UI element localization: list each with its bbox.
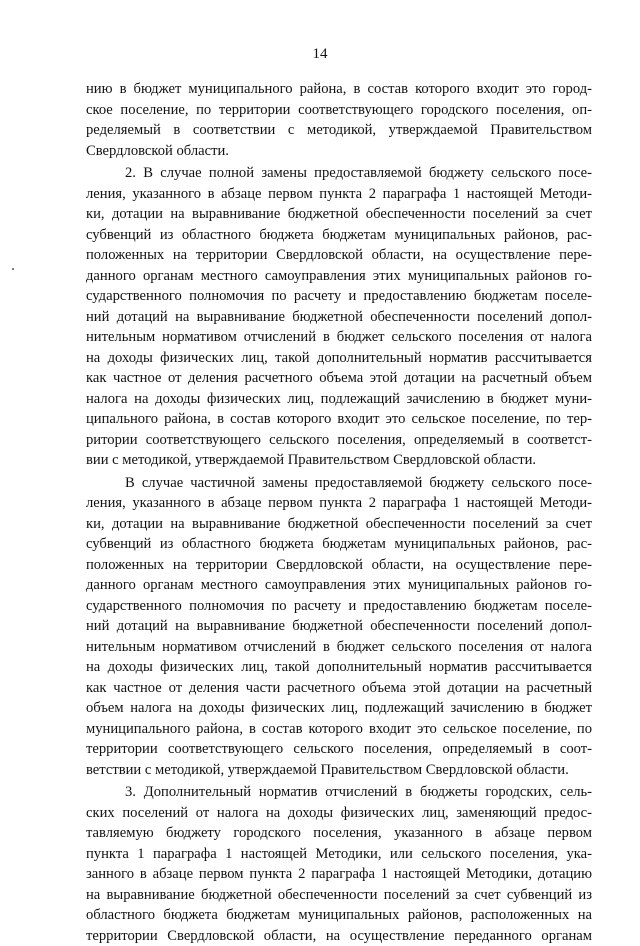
text-line: пункта 1 параграфа 1 настоящей Методики, или сельского поселения, ука- [86, 844, 592, 865]
text-line: занного в абзаце первом пункта 2 параграфа 1 настоящей Методики, дотацию [86, 864, 592, 885]
text-line: на выравнивание бюджетной обеспеченности поселений за счет субвенций из [86, 885, 592, 906]
document-body [86, 79, 592, 946]
text-line: ределяемый в соответствии с методикой, утверждаемой Правительством [86, 120, 592, 141]
paragraph [86, 163, 592, 471]
text-line: данного органам местного самоуправления этих муниципальных районов го- [86, 575, 592, 596]
text-line: нительным нормативом отчислений в бюджет сельского поселения от налога [86, 327, 592, 348]
text-line: нительным нормативом отчислений в бюджет сельского поселения от налога [86, 637, 592, 658]
paragraph [86, 782, 592, 946]
text-line: положенных на территории Свердловской области, на осуществление пере- [86, 245, 592, 266]
text-line: сударственного полномочия по расчету и предоставлению бюджетам поселе- [86, 596, 592, 617]
text-line: на доходы физических лиц, такой дополнительный норматив рассчитывается [86, 348, 592, 369]
text-line: ское поселение, по территории соответствующего городского поселения, оп- [86, 100, 592, 121]
text-line: муниципального района, в состав которого входит это сельское поселение, по [86, 719, 592, 740]
page-number: 14 [0, 46, 640, 63]
paragraph [86, 79, 592, 161]
text-line: как частное от деления части расчетного объема этой дотации на расчетный [86, 678, 592, 699]
text-line: положенных на территории Свердловской области, на осуществление пере- [86, 555, 592, 576]
text-line: Свердловской области. [86, 141, 592, 162]
text-line: ветствии с методикой, утверждаемой Правительством Свердловской области. [86, 760, 592, 781]
text-line: налога на доходы физических лиц, подлежащий зачислению в бюджет муни- [86, 389, 592, 410]
text-line: В случае частичной замены предоставляемой бюджету сельского посе- [86, 473, 592, 494]
text-line: ний дотаций на выравнивание бюджетной обеспеченности поселений допол- [86, 307, 592, 328]
text-line: тавляемую бюджету городского поселения, указанного в абзаце первом [86, 823, 592, 844]
text-line: ления, указанного в абзаце первом пункта 2 параграфа 1 настоящей Методи- [86, 493, 592, 514]
text-line: вии с методикой, утверждаемой Правительством Свердловской области. [86, 450, 592, 471]
text-line: областного бюджета бюджетам муниципальных районов, расположенных на [86, 905, 592, 926]
text-line: данного органам местного самоуправления этих муниципальных районов го- [86, 266, 592, 287]
text-line: ки, дотации на выравнивание бюджетной обеспеченности поселений за счет [86, 514, 592, 535]
text-line: на доходы физических лиц, такой дополнительный норматив рассчитывается [86, 657, 592, 678]
text-line: 3. Дополнительный норматив отчислений в бюджеты городских, сель- [86, 782, 592, 803]
text-line: ний дотаций на выравнивание бюджетной обеспеченности поселений допол- [86, 616, 592, 637]
text-line: территории соответствующего сельского поселения, определяемый в соот- [86, 739, 592, 760]
text-line: 2. В случае полной замены предоставляемой бюджету сельского посе- [86, 163, 592, 184]
text-line: субвенций из областного бюджета бюджетам муниципальных районов, рас- [86, 534, 592, 555]
text-line: объем налога на доходы физических лиц, подлежащий зачислению в бюджет [86, 698, 592, 719]
margin-speck [12, 268, 14, 270]
text-line: территории Свердловской области, на осуществление переданного органам [86, 926, 592, 946]
text-line: ских поселений от налога на доходы физических лиц, заменяющий предос- [86, 803, 592, 824]
text-line: субвенций из областного бюджета бюджетам муниципальных районов, рас- [86, 225, 592, 246]
text-line: сударственного полномочия по расчету и предоставлению бюджетам поселе- [86, 286, 592, 307]
text-line: ципального района, в состав которого входит это сельское поселение, по тер- [86, 409, 592, 430]
text-line: как частное от деления расчетного объема этой дотации на расчетный объем [86, 368, 592, 389]
text-line: ления, указанного в абзаце первом пункта 2 параграфа 1 настоящей Методи- [86, 184, 592, 205]
text-line: ритории соответствующего сельского поселения, определяемый в соответст- [86, 430, 592, 451]
text-line: нию в бюджет муниципального района, в состав которого входит это город- [86, 79, 592, 100]
text-line: ки, дотации на выравнивание бюджетной обеспеченности поселений за счет [86, 204, 592, 225]
paragraph [86, 473, 592, 781]
